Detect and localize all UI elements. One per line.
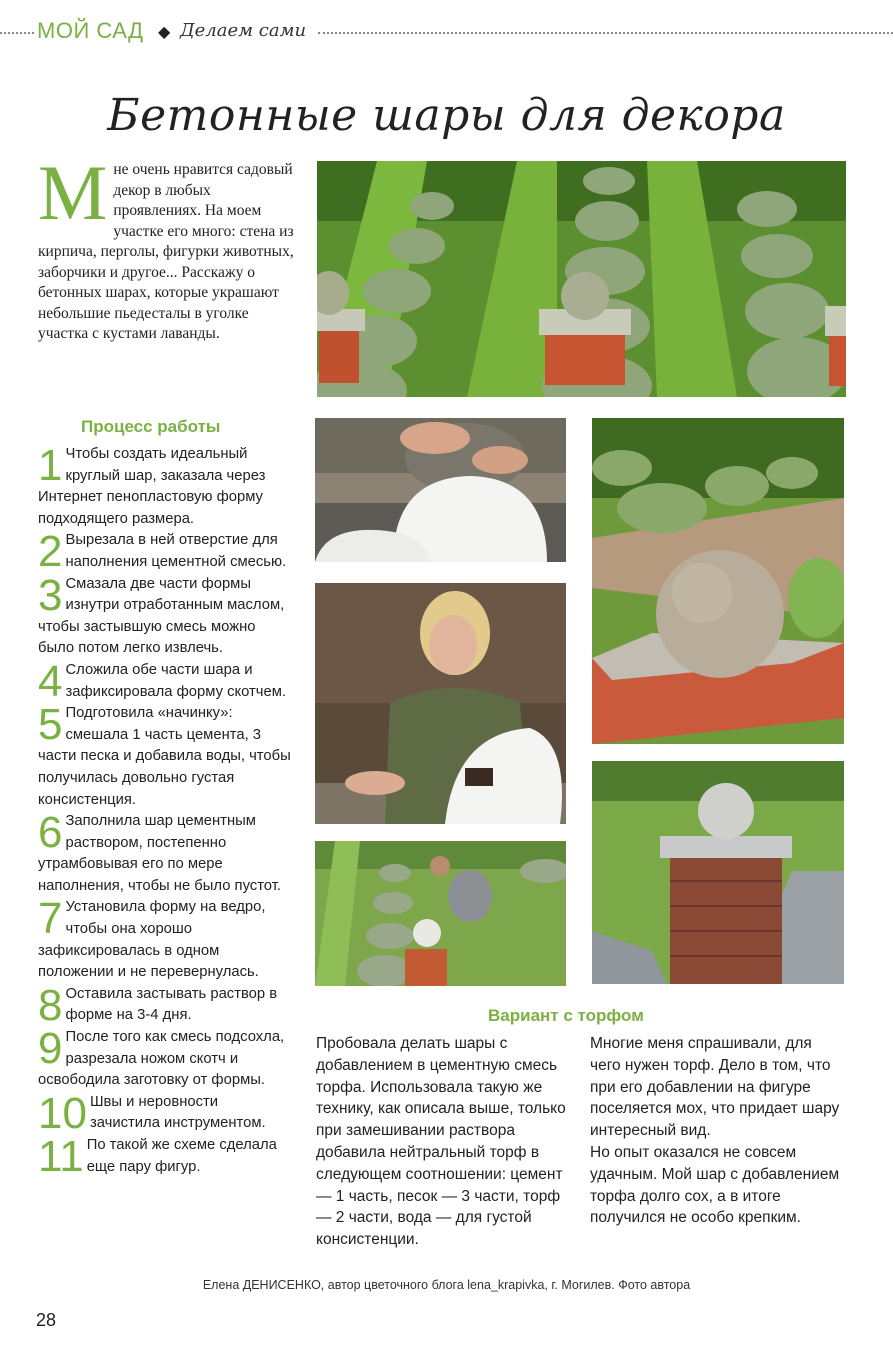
step-text: Швы и неровности зачистила инструментом. [89,1093,266,1132]
variant-column-1 [316,1033,570,1251]
process-heading: Процесс работы [81,417,221,436]
step-item [38,527,292,577]
step-number: 9 [38,1024,63,1074]
intro-paragraph [38,149,300,345]
step-item [38,980,292,1030]
variant-column-2 [590,1033,844,1229]
photo-placing-ball [315,841,566,986]
step-text: Подготовила «начинку»: смешала 1 часть цемента, 3 части песка и добавила воды, чтобы получилась довольно густая консистенция. [38,705,291,808]
rubric-label: Делаем сами [180,20,307,41]
step-text: Вырезала в ней отверстие для наполнения цементной смесью. [65,532,287,570]
step-item [38,1132,292,1181]
header-dotted-rule-right [318,32,893,34]
photo-ball-on-brick [592,418,844,744]
step-number: 8 [38,980,63,1030]
step-text: После того как смесь подсохла, разрезала ножом скотч и освободила заготовку от формы. [38,1029,285,1089]
step-number: 10 [38,1088,87,1138]
intro-dropcap: М [38,149,108,236]
author-credit: Елена ДЕНИСЕНКО, автор цветочного блога lena_krapivka, г. Могилев. Фото автора [202,1278,691,1292]
step-number: 4 [38,656,63,706]
section-label: МОЙ САД [37,18,144,43]
article-title: Бетонные шары для декора [107,90,786,141]
photo-foam-form-hands [315,418,566,562]
step-item [38,1024,292,1092]
step-number: 6 [38,808,63,858]
header-dotted-rule-left [0,32,34,34]
step-text: По такой же схеме сделала еще пару фигур. [86,1137,277,1175]
step-text: Сложила обе части шара и зафиксировала форму скотчем. [65,661,287,700]
photo-ball-on-column [592,761,844,984]
step-text: Заполнила шар цементным раствором, постепенно утрамбовывая его по мере наполнения, чтобы не было пустот. [38,813,281,894]
page-header [0,14,893,50]
step-item [38,570,292,660]
variant-heading: Вариант с торфом [488,1006,644,1025]
process-steps-list [38,441,292,1181]
variant-col2-paragraph-1: Многие меня спрашивали, для чего нужен торф. Дело в том, что при его добавлении на фигуре поселяется мох, что придает шару интересный вид. [590,1035,840,1140]
step-text: Чтобы создать идеальный круглый шар, заказала через Интернет пенопластовую форму подходящего размера. [38,446,266,527]
step-text: Смазала две части формы изнутри отработанным маслом, чтобы застывшую смесь можно было потом легко извлечь. [38,575,285,657]
step-item [38,441,292,530]
step-number: 2 [38,527,63,577]
step-number: 1 [38,441,63,490]
variant-col1-text: Пробовала делать шары с добавлением в цементную смесь торфа. Использовала такую же технику, как описала выше, только при замешивании раствора добавила нейтральный торф в следующем соотношении: цемент — 1 часть, песок — 3 части, торф — 2 части, вода — для густой консистенции. [316,1035,566,1249]
diamond-icon: ◆ [158,24,171,41]
step-number: 7 [38,894,63,944]
step-item [38,894,292,983]
step-text: Установила форму на ведро, чтобы она хорошо зафиксировалась в одном положении и не перевернулась. [38,899,266,981]
step-number: 5 [38,700,63,750]
variant-col2-paragraph-2: Но опыт оказался не совсем удачным. Мой шар с добавлением торфа долго сох, а в итоге получился не особо крепким. [590,1143,840,1227]
step-number: 3 [38,570,63,620]
photo-woman-with-form [315,583,566,824]
step-item [38,1088,292,1138]
intro-text: не очень нравится садовый декор в любых проявлениях. На моем участке его много: стена из кирпича, перголы, фигурки животных, заборчики и другое... Расскажу о бетонных шарах, которые украшают небольшие пьедесталы в уголке участка с кустами лаванды. [38,161,294,342]
step-number: 11 [38,1132,84,1181]
page-number: 28 [36,1310,57,1330]
photo-lavender-garden [317,161,846,397]
step-item [38,700,292,811]
step-item [38,656,292,706]
step-item [38,808,292,897]
step-text: Оставила застывать раствор в форме на 3-4 дня. [65,985,278,1024]
